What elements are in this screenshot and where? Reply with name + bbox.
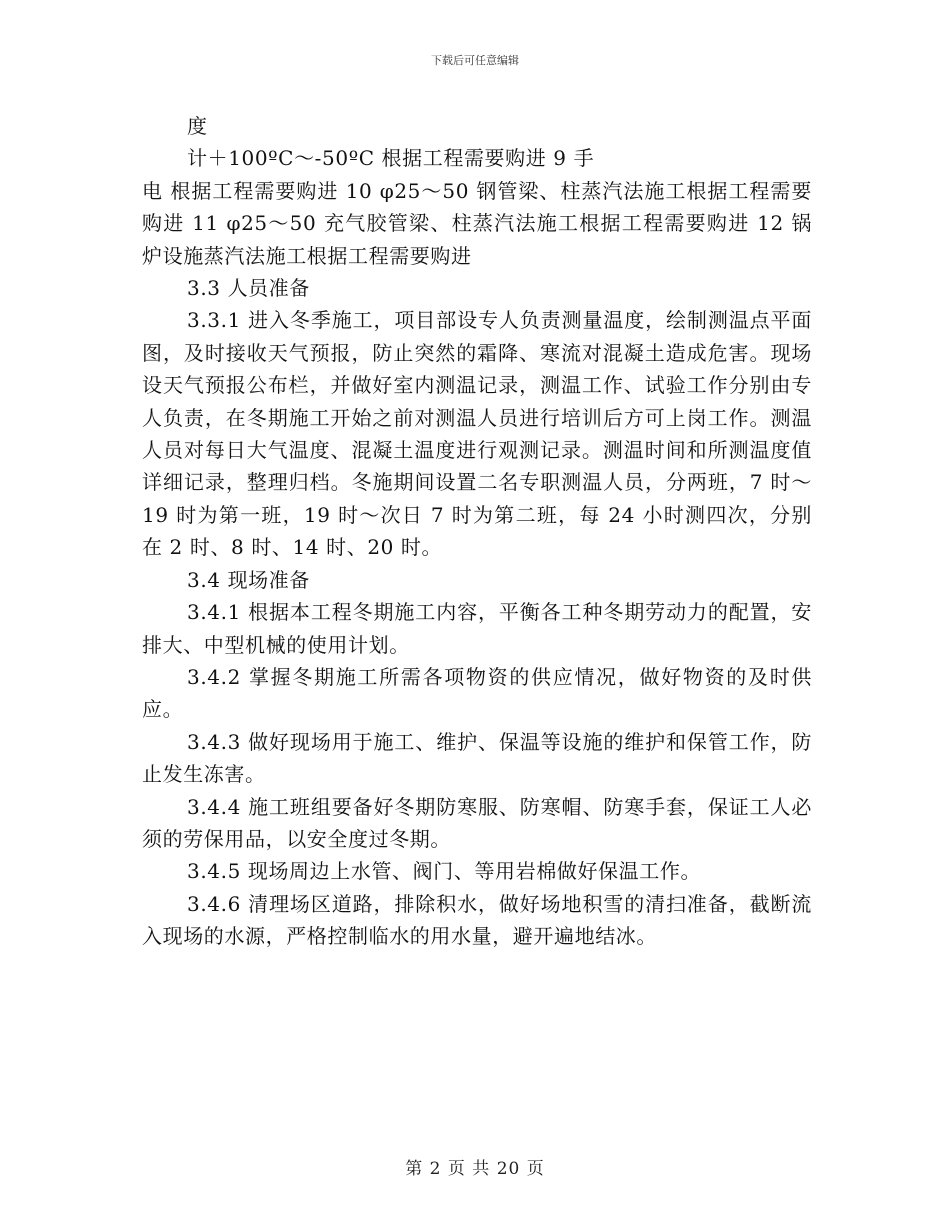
page-footer: 第 2 页 共 20 页	[405, 1159, 545, 1179]
paragraph-items-10-12: 电 根据工程需要购进 10 φ25～50 钢管梁、柱蒸汽法施工根据工程需要购进 11 φ25～50 充气胶管梁、柱蒸汽法施工根据工程需要购进 12 锅炉设施蒸汽法施工根据工程需要购进	[142, 178, 812, 268]
paragraph-3-4-5: 3.4.5 现场周边上水管、阀门、等用岩棉做好保温工作。	[187, 859, 702, 884]
section-heading-3-3: 3.3 人员准备	[187, 276, 310, 301]
document-body	[142, 110, 812, 953]
paragraph-3-3-1: 3.3.1 进入冬季施工，项目部设专人负责测量温度，绘制测温点平面图，及时接收天气预报，防止突然的霜降、寒流对混凝土造成危害。现场设天气预报公布栏，并做好室内测温记录，测温工作、试验工作分别由专人负责，在冬期施工开始之前对测温人员进行培训后方可上岗工作。测温人员对每日大气温度、混凝土温度进行观测记录。测温时间和所测温度值详细记录，整理归档。冬施期间设置二名专职测温人员，分两班，7 时～19 时为第一班，19 时～次日 7 时为第二班，每 24 小时测四次，分别在 2 时、8 时、14 时、20 时。	[142, 308, 812, 560]
paragraph-3-4-2: 3.4.2 掌握冬期施工所需各项物资的供应情况，做好物资的及时供应。	[142, 664, 812, 722]
page-header: 下载后可任意编辑	[431, 54, 519, 67]
paragraph-3-4-1: 3.4.1 根据本工程冬期施工内容，平衡各工种冬期劳动力的配置，安排大、中型机械的使用计划。	[142, 600, 812, 657]
paragraph-3-4-4: 3.4.4 施工班组要备好冬期防寒服、防寒帽、防寒手套，保证工人必须的劳保用品，以安全度过冬期。	[142, 794, 812, 851]
paragraph-item-9: 计＋100ºC～-50ºC 根据工程需要购进 9 手	[187, 146, 595, 171]
paragraph-du: 度	[187, 114, 208, 138]
paragraph-3-4-6: 3.4.6 清理场区道路，排除积水，做好场地积雪的清扫准备，截断流入现场的水源，严格控制临水的用水量，避开遍地结冰。	[142, 891, 812, 949]
section-heading-3-4: 3.4 现场准备	[187, 567, 310, 592]
paragraph-3-4-3: 3.4.3 做好现场用于施工、维护、保温等设施的维护和保管工作，防止发生冻害。	[142, 729, 812, 787]
